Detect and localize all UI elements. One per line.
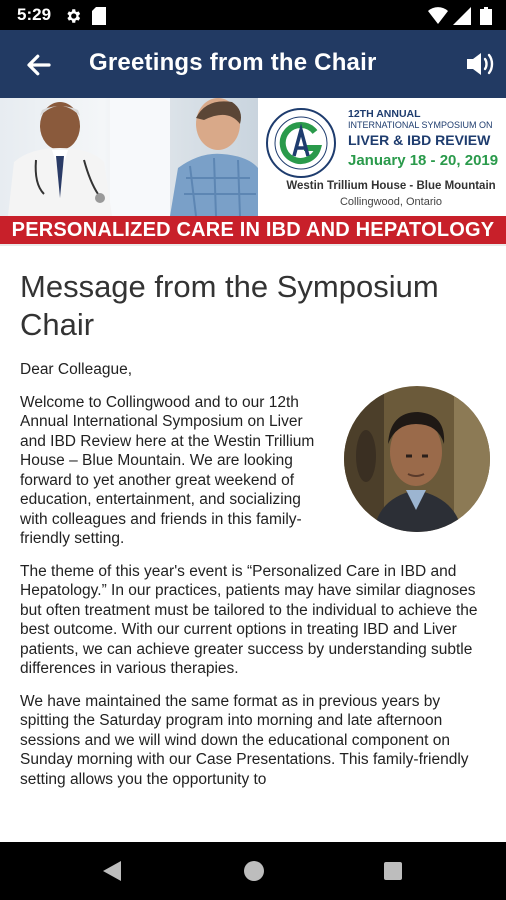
- annual-label: 12TH ANNUAL: [348, 108, 421, 120]
- signal-icon: [453, 7, 471, 25]
- gear-icon: [64, 7, 82, 25]
- symposium-info: [258, 98, 506, 216]
- message-heading: Message from the Symposium Chair: [20, 269, 439, 342]
- chair-avatar: [344, 386, 490, 532]
- app-bar: [0, 30, 506, 98]
- status-time: 5:29: [17, 5, 52, 24]
- message-paragraph: The theme of this year's event is “Personalized Care in IBD and Hepatology.” In our practices, patients may have similar diagnoses but often treatment must be tailored to the individual to achieve the best outcome. With our current options in treating IBD and Liver patients, we can achieve greater success by understanding subtle differences in various therapies.: [20, 562, 478, 677]
- wifi-icon: [428, 6, 448, 24]
- sd-card-icon: [92, 7, 106, 25]
- nav-back-icon[interactable]: [103, 861, 121, 881]
- event-city: Collingwood, Ontario: [339, 196, 443, 208]
- event-dates: January 18 - 20, 2019: [348, 152, 499, 169]
- arrow-left-icon[interactable]: [24, 50, 54, 80]
- doctor-patient-photo: [0, 98, 258, 216]
- chair-portrait-illustration: [344, 386, 490, 532]
- status-bar: [0, 0, 506, 30]
- page-title: Greetings from the Chair: [89, 49, 377, 76]
- event-venue: Westin Trillium House - Blue Mountain: [286, 180, 496, 192]
- greeting-text: Dear Colleague,: [20, 361, 133, 378]
- doctor-patient-illustration: [0, 98, 258, 216]
- nav-recents-icon[interactable]: [384, 862, 402, 880]
- speaker-icon[interactable]: [464, 48, 496, 80]
- message-paragraph: We have maintained the same format as in previous years by spitting the Saturday program into morning and late afternoon sessions and we will wind down the educational component on Sunday morning with our Case Presentations. This family-friendly setting allows you the opportunity to: [20, 692, 469, 788]
- symposium-label: INTERNATIONAL SYMPOSIUM ON: [348, 120, 493, 130]
- message-content[interactable]: [20, 246, 490, 842]
- system-nav-bar: [0, 842, 506, 900]
- nav-home-icon[interactable]: [244, 861, 264, 881]
- battery-icon: [480, 7, 492, 25]
- cag-logo-icon: [266, 108, 336, 178]
- review-title: LIVER & IBD REVIEW: [348, 132, 491, 148]
- symposium-banner: [0, 98, 506, 246]
- banner-tagline: PERSONALIZED CARE IN IBD AND HEPATOLOGY: [0, 216, 506, 244]
- message-paragraph: Welcome to Collingwood and to our 12th Annual International Symposium on Liver and IBD Review here at the Westin Trillium House – Blue Mountain. We are looking forward to yet another great weekend of education, entertainment, and socializing with colleagues and friends in this family-friendly setting.: [20, 393, 315, 547]
